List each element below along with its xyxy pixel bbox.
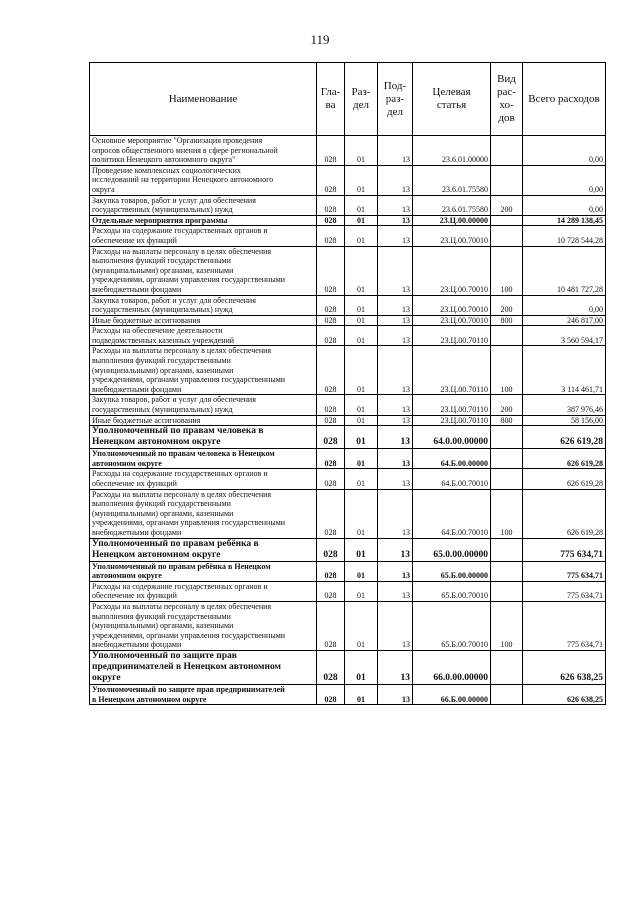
cell-name: Основное мероприятие "Организация проведения опросов общественного мнения в сфере региональной политики Ненецкого автономного округа": [90, 136, 317, 166]
cell-podrazdel: 13: [378, 346, 413, 395]
cell-target: 23.Ц.00.70010: [413, 315, 491, 326]
table-header-row: [90, 63, 606, 136]
cell-vid: [491, 469, 523, 489]
cell-glava: 028: [317, 326, 345, 346]
header-total: Всего расходов: [523, 63, 606, 136]
cell-glava: 028: [317, 581, 345, 601]
cell-total: 775 634,71: [523, 581, 606, 601]
table-row: [90, 395, 606, 415]
cell-vid: [491, 426, 523, 449]
table-row: [90, 650, 606, 684]
cell-podrazdel: 13: [378, 195, 413, 215]
cell-target: 64.Б.00.00000: [413, 449, 491, 469]
cell-podrazdel: 13: [378, 246, 413, 295]
cell-target: 23.Ц.00.70010: [413, 295, 491, 315]
cell-name: Уполномоченный по правам человека в Ненецком автономном округе: [90, 449, 317, 469]
cell-razdel: 01: [345, 650, 378, 684]
cell-target: 23.Ц.00.70110: [413, 395, 491, 415]
cell-total: 246 817,00: [523, 315, 606, 326]
cell-podrazdel: 13: [378, 426, 413, 449]
cell-glava: 028: [317, 215, 345, 226]
cell-podrazdel: 13: [378, 315, 413, 326]
cell-razdel: 01: [345, 246, 378, 295]
cell-glava: 028: [317, 295, 345, 315]
cell-vid: [491, 650, 523, 684]
cell-target: 65.0.00.00000: [413, 538, 491, 561]
cell-target: 23.Ц.00.70110: [413, 326, 491, 346]
cell-glava: 028: [317, 136, 345, 166]
cell-glava: 028: [317, 650, 345, 684]
cell-razdel: 01: [345, 165, 378, 195]
cell-target: 23.Ц.00.70110: [413, 415, 491, 426]
cell-razdel: 01: [345, 415, 378, 426]
table-row: [90, 538, 606, 561]
cell-name: Уполномоченный по защите прав предпринимателей в Ненецком автономном округе: [90, 684, 317, 704]
table-row: [90, 601, 606, 650]
cell-name: Уполномоченный по правам ребёнка в Ненецком автономном округе: [90, 561, 317, 581]
cell-name: Уполномоченный по защите прав предпринимателей в Ненецком автономном округе: [90, 650, 317, 684]
cell-name: Иные бюджетные ассигнования: [90, 415, 317, 426]
cell-target: 64.0.00.00000: [413, 426, 491, 449]
header-glava: Гла- ва: [317, 63, 345, 136]
page-number: 119: [310, 32, 330, 47]
cell-podrazdel: 13: [378, 415, 413, 426]
cell-total: 775 634,71: [523, 538, 606, 561]
cell-podrazdel: 13: [378, 395, 413, 415]
cell-glava: 028: [317, 346, 345, 395]
cell-vid: [491, 136, 523, 166]
cell-razdel: 01: [345, 295, 378, 315]
table-row: [90, 449, 606, 469]
cell-podrazdel: 13: [378, 326, 413, 346]
cell-glava: 028: [317, 449, 345, 469]
cell-target: 23.Ц.00.70010: [413, 246, 491, 295]
cell-glava: 028: [317, 395, 345, 415]
cell-target: 64.Б.00.70010: [413, 469, 491, 489]
table-row: [90, 561, 606, 581]
cell-podrazdel: 13: [378, 295, 413, 315]
cell-vid: 100: [491, 246, 523, 295]
table-row: [90, 684, 606, 704]
cell-podrazdel: 13: [378, 684, 413, 704]
cell-podrazdel: 13: [378, 165, 413, 195]
table-row: [90, 315, 606, 326]
cell-podrazdel: 13: [378, 489, 413, 538]
table-row: [90, 326, 606, 346]
cell-glava: 028: [317, 426, 345, 449]
cell-name: Отдельные мероприятия программы: [90, 215, 317, 226]
cell-total: 3 560 594,17: [523, 326, 606, 346]
cell-podrazdel: 13: [378, 215, 413, 226]
cell-glava: 028: [317, 315, 345, 326]
cell-name: Уполномоченный по правам ребёнка в Ненецком автономном округе: [90, 538, 317, 561]
cell-total: 0,00: [523, 136, 606, 166]
table-row: [90, 415, 606, 426]
cell-glava: 028: [317, 601, 345, 650]
table-row: [90, 489, 606, 538]
cell-target: 23.6.01.75580: [413, 195, 491, 215]
cell-vid: [491, 561, 523, 581]
cell-target: 65.Б.00.00000: [413, 561, 491, 581]
table-row: [90, 165, 606, 195]
table-row: [90, 226, 606, 246]
table-row: [90, 581, 606, 601]
cell-total: 0,00: [523, 295, 606, 315]
cell-target: 65.Б.00.70010: [413, 581, 491, 601]
cell-vid: [491, 538, 523, 561]
cell-podrazdel: 13: [378, 449, 413, 469]
cell-total: 626 619,28: [523, 449, 606, 469]
cell-razdel: 01: [345, 469, 378, 489]
cell-total: 775 634,71: [523, 561, 606, 581]
cell-podrazdel: 13: [378, 136, 413, 166]
cell-razdel: 01: [345, 326, 378, 346]
cell-glava: 028: [317, 165, 345, 195]
cell-target: 23.Ц.00.70010: [413, 226, 491, 246]
cell-vid: 200: [491, 195, 523, 215]
cell-name: Закупка товаров, работ и услуг для обеспечения государственных (муниципальных) нужд: [90, 295, 317, 315]
cell-total: 775 634,71: [523, 601, 606, 650]
cell-vid: [491, 581, 523, 601]
cell-glava: 028: [317, 561, 345, 581]
cell-name: Расходы на обеспечение деятельности подведомственных казенных учреждений: [90, 326, 317, 346]
cell-name: Расходы на выплаты персоналу в целях обеспечения выполнения функций государственными (муниципальными) органами, казенными учреждениями, органами управления государственными внебюджетными фондами: [90, 601, 317, 650]
header-podrazdel: Под- раз- дел: [378, 63, 413, 136]
table-body: [90, 136, 606, 705]
cell-razdel: 01: [345, 449, 378, 469]
cell-razdel: 01: [345, 601, 378, 650]
cell-podrazdel: 13: [378, 650, 413, 684]
cell-razdel: 01: [345, 195, 378, 215]
table-row: [90, 215, 606, 226]
cell-glava: 028: [317, 246, 345, 295]
cell-podrazdel: 13: [378, 226, 413, 246]
cell-target: 23.6.01.00000: [413, 136, 491, 166]
cell-vid: 200: [491, 295, 523, 315]
cell-vid: [491, 215, 523, 226]
cell-total: 0,00: [523, 165, 606, 195]
cell-vid: [491, 165, 523, 195]
cell-razdel: 01: [345, 215, 378, 226]
cell-target: 65.Б.00.70010: [413, 601, 491, 650]
cell-razdel: 01: [345, 489, 378, 538]
table-row: [90, 346, 606, 395]
cell-total: 3 114 461,71: [523, 346, 606, 395]
cell-target: 23.Ц.00.70110: [413, 346, 491, 395]
cell-razdel: 01: [345, 426, 378, 449]
cell-vid: 800: [491, 415, 523, 426]
cell-glava: 028: [317, 415, 345, 426]
cell-total: 10 481 727,28: [523, 246, 606, 295]
cell-razdel: 01: [345, 136, 378, 166]
cell-glava: 028: [317, 538, 345, 561]
table-row: [90, 426, 606, 449]
cell-name: Закупка товаров, работ и услуг для обеспечения государственных (муниципальных) нужд: [90, 195, 317, 215]
table-row: [90, 195, 606, 215]
table-row: [90, 246, 606, 295]
cell-name: Расходы на выплаты персоналу в целях обеспечения выполнения функций государственными (муниципальными) органами, казенными учреждениями, органами управления государственными внебюджетными фондами: [90, 246, 317, 295]
cell-podrazdel: 13: [378, 601, 413, 650]
cell-name: Закупка товаров, работ и услуг для обеспечения государственных (муниципальных) нужд: [90, 395, 317, 415]
cell-vid: 100: [491, 346, 523, 395]
cell-vid: [491, 449, 523, 469]
header-razdel: Раз- дел: [345, 63, 378, 136]
cell-glava: 028: [317, 489, 345, 538]
cell-total: 58 156,00: [523, 415, 606, 426]
cell-total: 387 976,46: [523, 395, 606, 415]
cell-target: 64.Б.00.70010: [413, 489, 491, 538]
cell-target: 66.Б.00.00000: [413, 684, 491, 704]
cell-name: Расходы на содержание государственных органов и обеспечение их функций: [90, 469, 317, 489]
cell-razdel: 01: [345, 346, 378, 395]
cell-vid: 100: [491, 601, 523, 650]
cell-vid: 800: [491, 315, 523, 326]
cell-razdel: 01: [345, 581, 378, 601]
cell-razdel: 01: [345, 395, 378, 415]
cell-podrazdel: 13: [378, 538, 413, 561]
cell-name: Проведение комплексных социологических исследований на территории Ненецкого автономного округа: [90, 165, 317, 195]
cell-glava: 028: [317, 195, 345, 215]
cell-razdel: 01: [345, 226, 378, 246]
cell-total: 626 638,25: [523, 684, 606, 704]
cell-podrazdel: 13: [378, 469, 413, 489]
expenditure-table: [89, 62, 606, 705]
cell-vid: 100: [491, 489, 523, 538]
header-target: Целевая статья: [413, 63, 491, 136]
cell-total: 626 638,25: [523, 650, 606, 684]
header-vid: Вид рас- хо- дов: [491, 63, 523, 136]
cell-glava: 028: [317, 226, 345, 246]
cell-total: 626 619,28: [523, 489, 606, 538]
cell-razdel: 01: [345, 684, 378, 704]
cell-name: Расходы на содержание государственных органов и обеспечение их функций: [90, 581, 317, 601]
cell-name: Расходы на выплаты персоналу в целях обеспечения выполнения функций государственными (муниципальными) органами, казенными учреждениями, органами управления государственными внебюджетными фондами: [90, 346, 317, 395]
cell-razdel: 01: [345, 315, 378, 326]
cell-podrazdel: 13: [378, 561, 413, 581]
cell-glava: 028: [317, 469, 345, 489]
cell-razdel: 01: [345, 561, 378, 581]
cell-total: 626 619,28: [523, 469, 606, 489]
cell-target: 23.6.01.75580: [413, 165, 491, 195]
cell-vid: [491, 684, 523, 704]
cell-name: Расходы на выплаты персоналу в целях обеспечения выполнения функций государственными (муниципальными) органами, казенными учреждениями, органами управления государственными внебюджетными фондами: [90, 489, 317, 538]
table-row: [90, 136, 606, 166]
table-row: [90, 469, 606, 489]
table-row: [90, 295, 606, 315]
cell-name: Расходы на содержание государственных органов и обеспечение их функций: [90, 226, 317, 246]
cell-razdel: 01: [345, 538, 378, 561]
cell-vid: 200: [491, 395, 523, 415]
cell-total: 14 289 138,45: [523, 215, 606, 226]
cell-vid: [491, 226, 523, 246]
cell-total: 0,00: [523, 195, 606, 215]
cell-podrazdel: 13: [378, 581, 413, 601]
cell-target: 23.Ц.00.00000: [413, 215, 491, 226]
cell-name: Иные бюджетные ассигнования: [90, 315, 317, 326]
header-name: Наименование: [90, 63, 317, 136]
cell-name: Уполномоченный по правам человека в Ненецком автономном округе: [90, 426, 317, 449]
cell-total: 10 728 544,28: [523, 226, 606, 246]
cell-target: 66.0.00.00000: [413, 650, 491, 684]
cell-total: 626 619,28: [523, 426, 606, 449]
cell-glava: 028: [317, 684, 345, 704]
cell-vid: [491, 326, 523, 346]
